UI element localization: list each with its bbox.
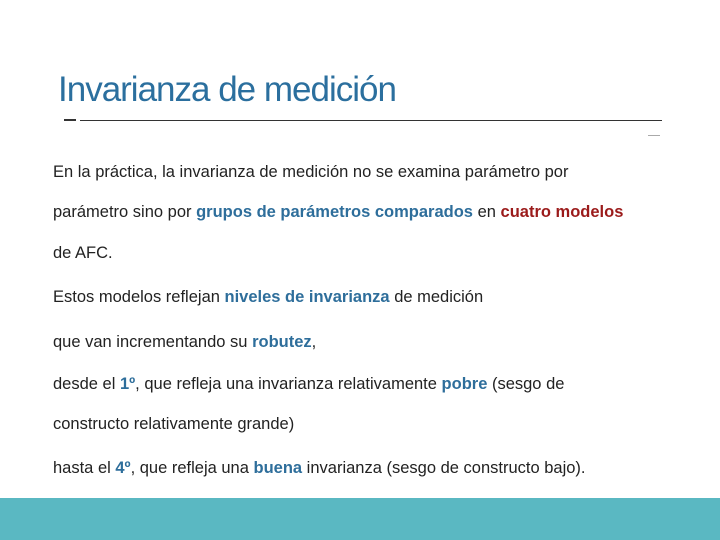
text: invarianza (sesgo de constructo bajo). <box>302 459 586 477</box>
highlight-buena: buena <box>253 459 303 477</box>
text: en <box>473 203 501 221</box>
slide-title: Invarianza de medición <box>58 70 396 109</box>
text: que van incrementando su <box>53 333 253 351</box>
text: En la práctica, la invarianza de medición no se examina parámetro por <box>53 163 569 181</box>
highlight-grupos: grupos de parámetros comparados <box>196 203 473 221</box>
title-rule-right-mark <box>648 135 660 136</box>
text: (sesgo de <box>487 375 565 393</box>
body-line-5 <box>53 333 316 352</box>
body-line-8 <box>53 459 586 478</box>
text: desde el <box>53 375 120 393</box>
text: constructo relativamente grande) <box>53 415 295 433</box>
highlight-4: 4º <box>115 459 131 477</box>
text: , que refleja una <box>130 459 254 477</box>
highlight-cuatro-modelos: cuatro modelos <box>500 203 624 221</box>
title-rule-left-mark <box>64 119 76 121</box>
body-line-4 <box>53 288 483 307</box>
highlight-1: 1º <box>119 375 136 393</box>
text: de medición <box>389 288 484 306</box>
highlight-robutez: robutez <box>252 333 312 351</box>
text: , que refleja una invarianza relativamente <box>135 375 442 393</box>
highlight-pobre: pobre <box>441 375 488 393</box>
body-line-3 <box>53 244 113 263</box>
text: Estos modelos reflejan <box>53 288 225 306</box>
body-line-7 <box>53 415 294 434</box>
title-underline <box>80 120 662 121</box>
footer-band <box>0 498 720 540</box>
highlight-niveles: niveles de invarianza <box>224 288 390 306</box>
text: hasta el <box>53 459 116 477</box>
body-line-2 <box>53 203 623 222</box>
body-line-1 <box>53 163 568 182</box>
body-line-6 <box>53 375 564 394</box>
text: , <box>311 333 317 351</box>
text: parámetro sino por <box>53 203 197 221</box>
text: de AFC. <box>53 244 113 262</box>
